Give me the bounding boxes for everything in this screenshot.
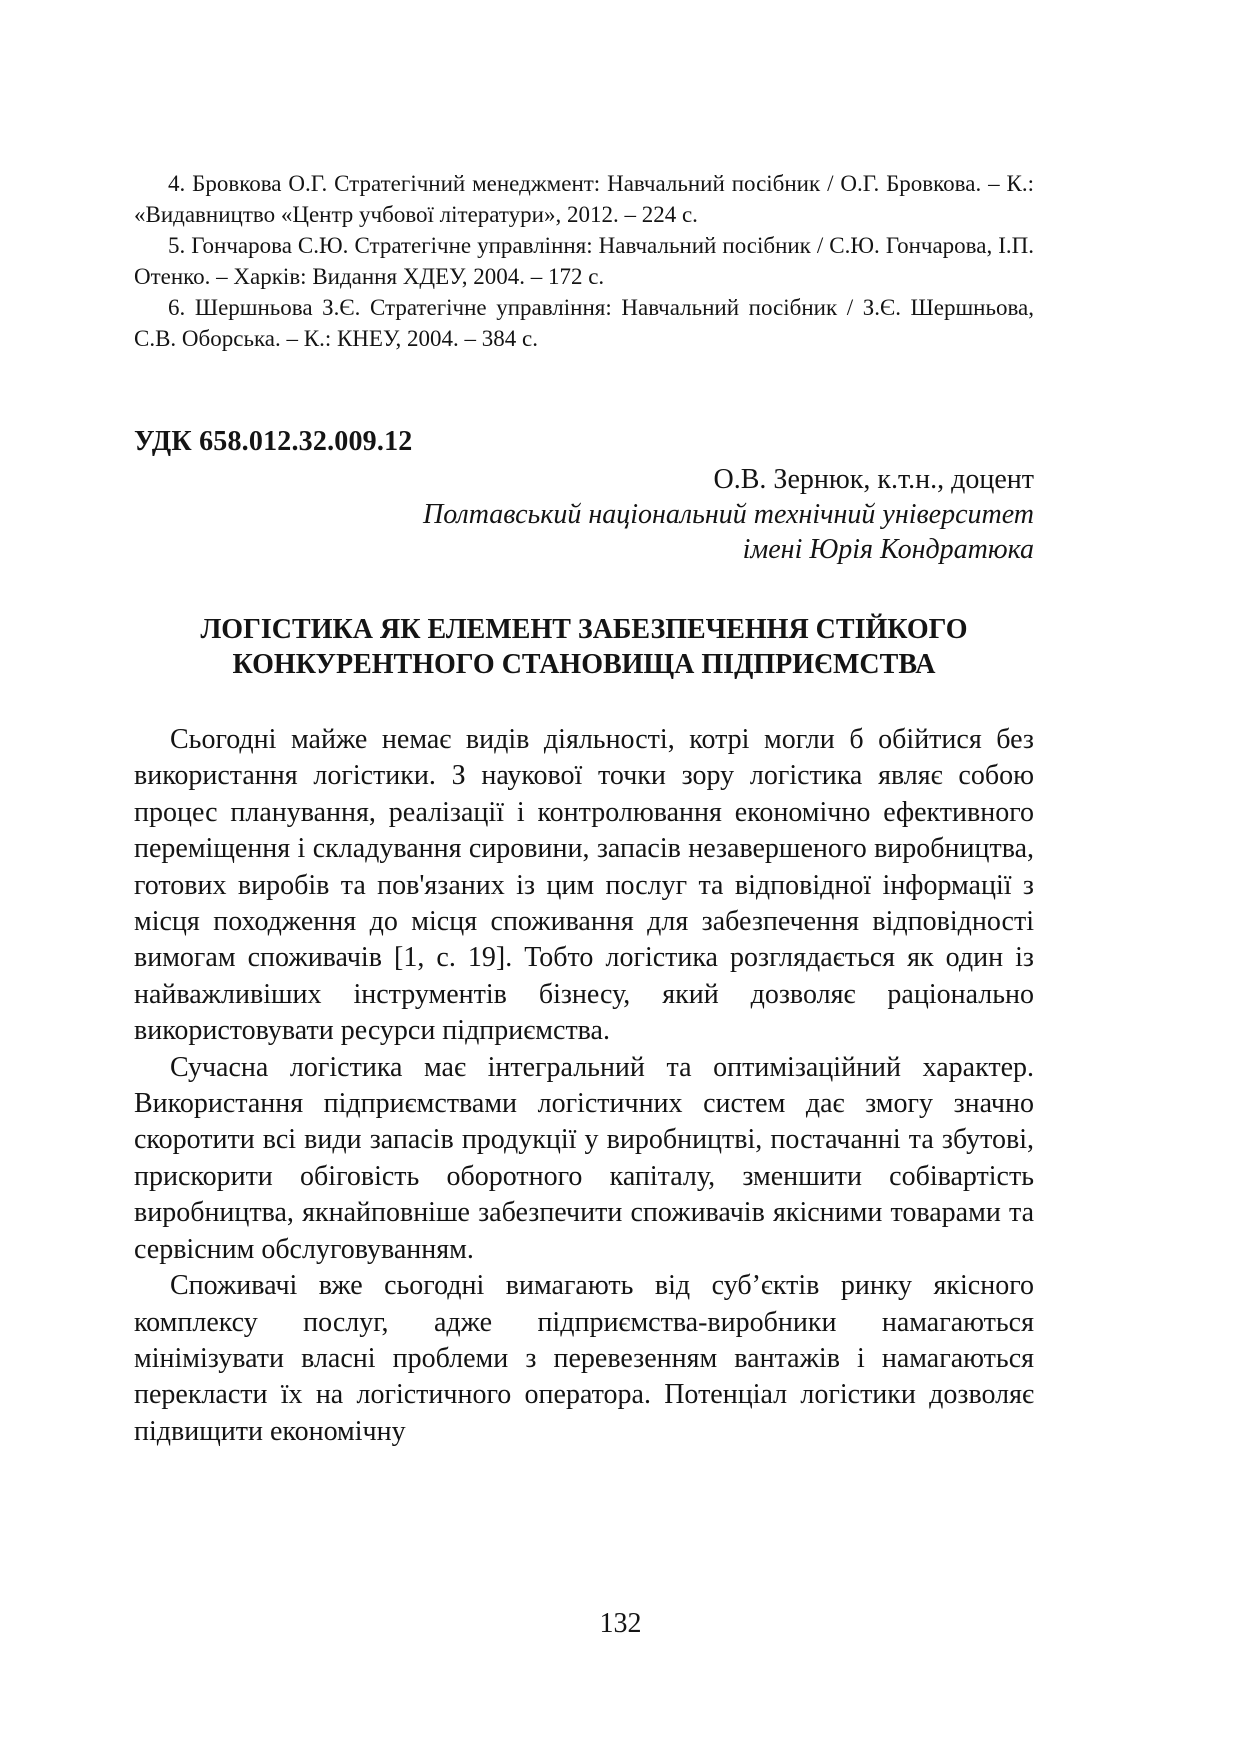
article-body — [134, 722, 1034, 1450]
reference-list — [134, 168, 1034, 354]
author-name: О.В. Зернюк, к.т.н., доцент — [713, 464, 1034, 495]
reference-item: 5. Гончарова С.Ю. Стратегічне управління: Навчальний посібник / С.Ю. Гончарова, І.П. Отенко. – Харків: Видання ХДЕУ, 2004. – 172 с. — [134, 233, 1034, 289]
author-block — [134, 462, 1034, 567]
article-title-line: ЛОГІСТИКА ЯК ЕЛЕМЕНТ ЗАБЕЗПЕЧЕННЯ СТІЙКОГО — [200, 614, 968, 645]
page-number: 132 — [599, 1608, 642, 1639]
reference-item: 4. Бровкова О.Г. Стратегічний менеджмент: Навчальний посібник / О.Г. Бровкова. – К.: «Видавництво «Центр учбової літератури», 2012. – 224 с. — [134, 171, 1034, 227]
reference-item: 6. Шершньова З.Є. Стратегічне управління: Навчальний посібник / З.Є. Шершньова, С.В. Оборська. – К.: КНЕУ, 2004. – 384 с. — [134, 295, 1034, 351]
body-paragraph: Сучасна логістика має інтегральний та оптимізаційний характер. Використання підприємствами логістичних систем дає змогу значно скоротити всі види запасів продукції у виробництві, постачанні та збутові, прискорити обіговість оборотного капіталу, зменшити собівартість виробництва, якнайповніше забезпечити споживачів якісними товарами та сервісним обслуговуванням. — [134, 1051, 1034, 1265]
body-paragraph: Сьогодні майже немає видів діяльності, котрі могли б обійтися без використання логістики. З наукової точки зору логістика являє собою процес планування, реалізації і контролювання економічно ефективного переміщення і складування сировини, запасів незавершеного виробництва, готових виробів та пов'язаних із цим послуг та відповідної інформації з місця походження до місця споживання для забезпечення відповідності вимогам споживачів [1, с. 19]. Тобто логістика розглядається як один із найважливіших інструментів бізнесу, який дозволяє раціонально використовувати ресурси підприємства. — [134, 724, 1034, 1047]
body-paragraph: Споживачі вже сьогодні вимагають від суб’єктів ринку якісного комплексу послуг, адже підприємства-виробники намагаються мінімізувати власні проблеми з перевезенням вантажів і намагаються перекласти їх на логістичного оператора. Потенціал логістики дозволяє підвищити економічну — [134, 1270, 1034, 1447]
author-affiliation: імені Юрія Кондратюка — [742, 534, 1034, 565]
author-affiliation: Полтавський національний технічний університет — [423, 499, 1034, 530]
article-title — [134, 612, 1034, 682]
article-title-line: КОНКУРЕНТНОГО СТАНОВИЩА ПІДПРИЄМСТВА — [232, 649, 936, 680]
udk-code: УДК 658.012.32.009.12 — [134, 426, 413, 457]
